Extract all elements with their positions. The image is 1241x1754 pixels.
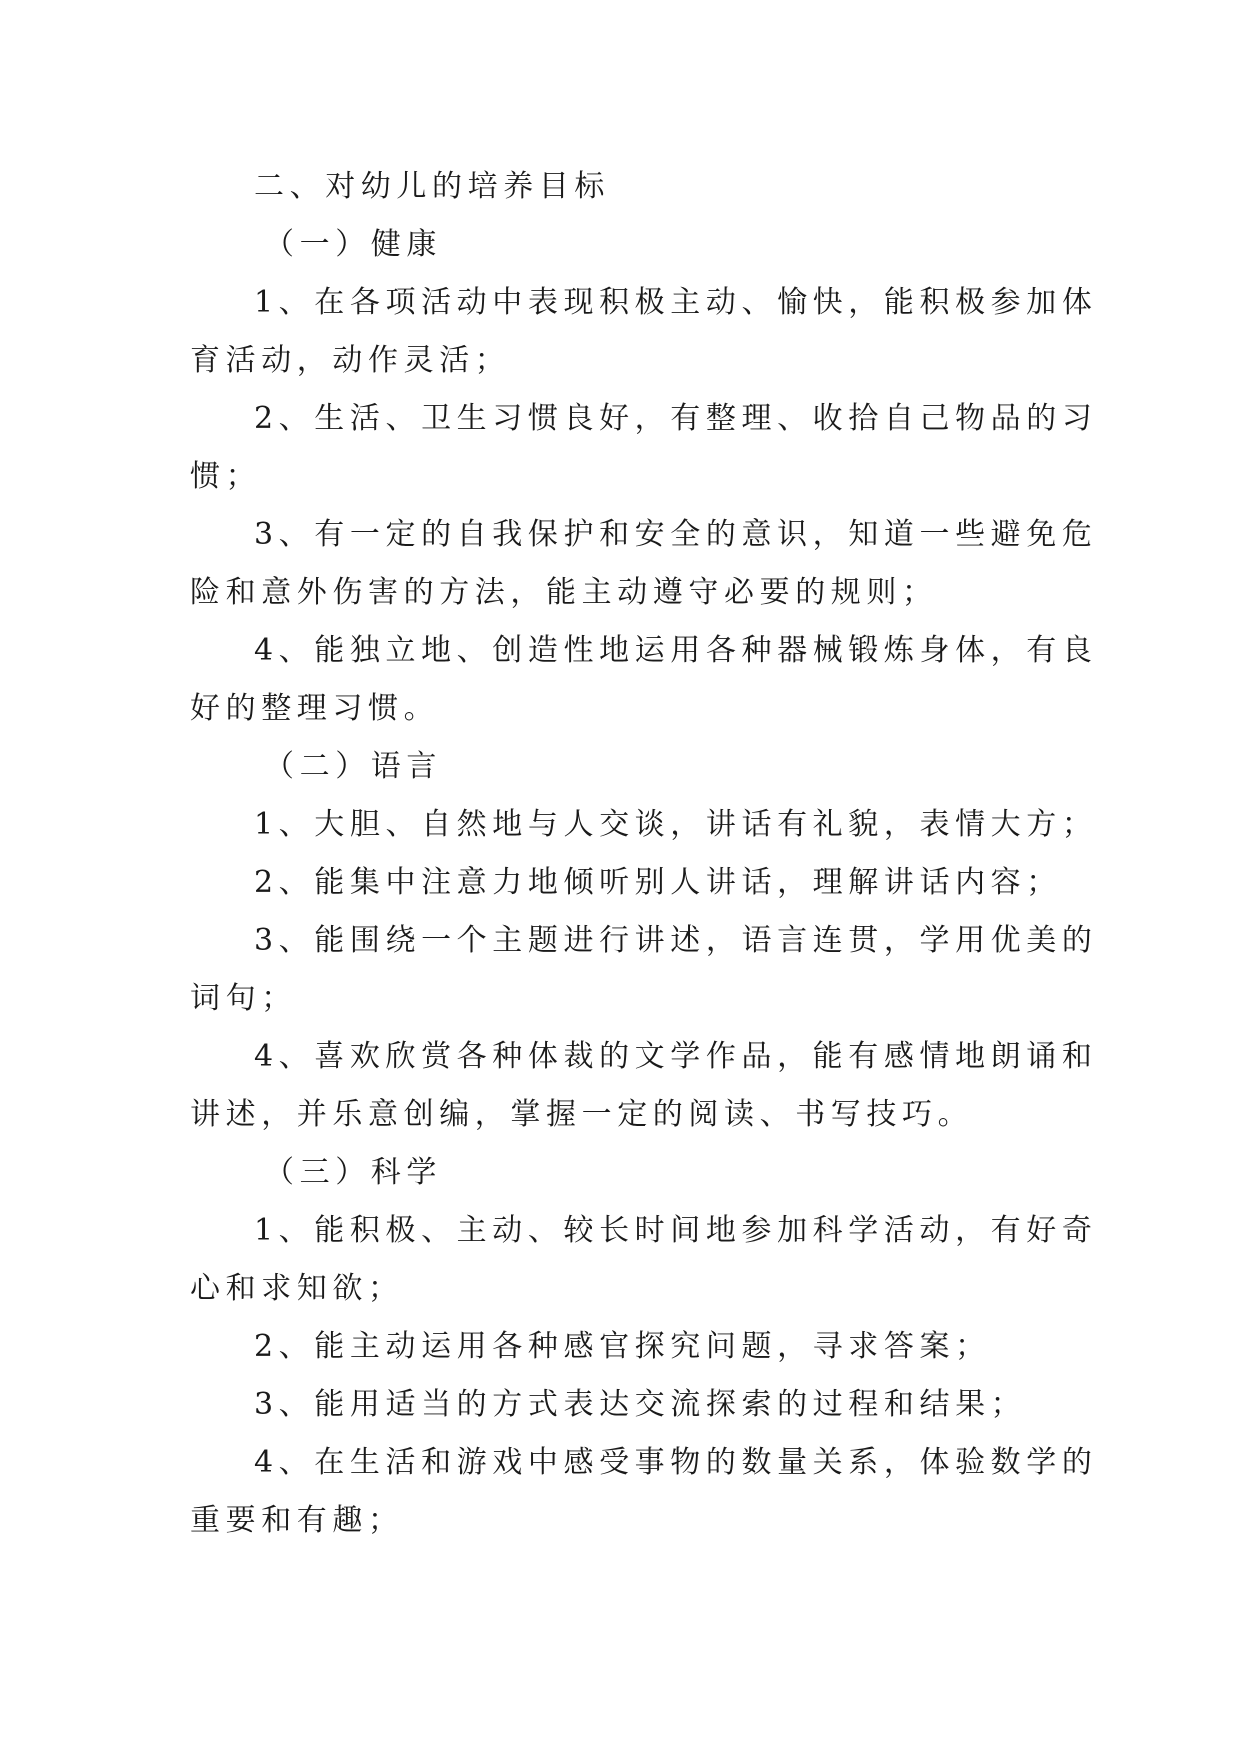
paragraph-line: 词句； bbox=[190, 981, 297, 1016]
paragraph-line: 2、生活、卫生习惯良好，有整理、收拾自己物品的习 bbox=[254, 401, 1098, 436]
paragraph-line: 2、能集中注意力地倾听别人讲话，理解讲话内容； bbox=[254, 865, 1062, 900]
paragraph-line: 1、在各项活动中表现积极主动、愉快，能积极参加体 bbox=[254, 285, 1098, 320]
paragraph-line: 3、能围绕一个主题进行讲述，语言连贯，学用优美的 bbox=[254, 923, 1098, 958]
paragraph-line: 1、能积极、主动、较长时间地参加科学活动，有好奇 bbox=[254, 1213, 1098, 1248]
paragraph-line: 心和求知欲； bbox=[190, 1271, 404, 1306]
document-body bbox=[190, 158, 1098, 1550]
paragraph-line: 育活动，动作灵活； bbox=[190, 343, 511, 378]
paragraph-line: 惯； bbox=[190, 459, 262, 494]
paragraph-line: 险和意外伤害的方法，能主动遵守必要的规则； bbox=[190, 575, 938, 610]
paragraph-line: 3、能用适当的方式表达交流探索的过程和结果； bbox=[254, 1387, 1027, 1422]
subsection-heading-science: （三）科学 bbox=[264, 1155, 442, 1190]
paragraph-line: 3、有一定的自我保护和安全的意识，知道一些避免危 bbox=[254, 517, 1098, 552]
subsection-heading-language: （二）语言 bbox=[264, 749, 442, 784]
paragraph-line: 重要和有趣； bbox=[190, 1503, 404, 1538]
paragraph-line: 4、能独立地、创造性地运用各种器械锻炼身体，有良 bbox=[254, 633, 1098, 668]
paragraph-line: 4、喜欢欣赏各种体裁的文学作品，能有感情地朗诵和 bbox=[254, 1039, 1098, 1074]
paragraph-line: 1、大胆、自然地与人交谈，讲话有礼貌，表情大方； bbox=[254, 807, 1098, 842]
paragraph-line: 好的整理习惯。 bbox=[190, 691, 440, 726]
subsection-heading-health: （一）健康 bbox=[264, 227, 442, 262]
paragraph-line: 4、在生活和游戏中感受事物的数量关系，体验数学的 bbox=[254, 1445, 1098, 1480]
paragraph-line: 2、能主动运用各种感官探究问题，寻求答案； bbox=[254, 1329, 991, 1364]
paragraph-line: 讲述，并乐意创编，掌握一定的阅读、书写技巧。 bbox=[190, 1097, 974, 1132]
section-heading: 二、对幼儿的培养目标 bbox=[254, 169, 610, 204]
